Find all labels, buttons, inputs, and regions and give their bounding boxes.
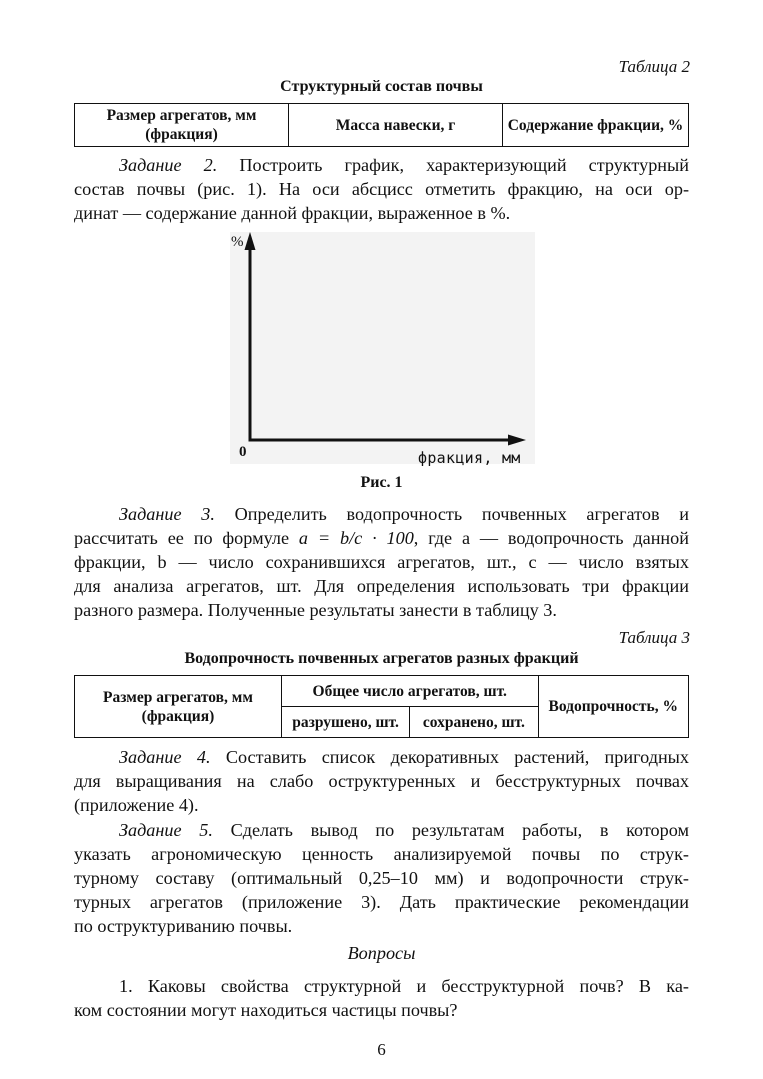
y-axis-arrow (245, 232, 256, 250)
task3-paragraph (74, 502, 689, 622)
table2-header-cell: Размер агрегатов, мм (фракция) (75, 104, 289, 147)
table3-title: Водопрочность почвенных агрегатов разных фракций (184, 650, 579, 667)
task5-paragraph (74, 818, 689, 938)
table2-header-row (75, 104, 689, 147)
task2-line2: состав почвы (рис. 1). На оси абсцисс отметить фракцию, на оси ор- (74, 179, 689, 199)
task3-formula: a = b/c · 100 (298, 528, 414, 548)
origin-label: 0 (239, 444, 247, 460)
table2-header-cell: Содержание фракции, % (503, 104, 689, 147)
task5-lead: Задание 5. (119, 820, 213, 840)
table2 (74, 103, 689, 147)
task4-lead: Задание 4. (119, 747, 211, 767)
task3-line3: фракции, b — число сохранившихся агрегатов, шт., c — число взятых (74, 552, 689, 572)
task4-paragraph (74, 745, 689, 817)
task3-line4: для анализа агрегатов, шт. Для определения использовать три фракции (74, 576, 689, 596)
questions-heading: Вопросы (347, 943, 416, 963)
x-axis-arrow (508, 435, 526, 446)
table3-label: Таблица 3 (618, 628, 690, 647)
figure-caption: Рис. 1 (360, 474, 403, 491)
table2-title: Структурный состав почвы (280, 78, 483, 95)
task2-paragraph (74, 153, 689, 225)
task5-line1: Сделать вывод по результатам работы, в котором (230, 820, 690, 840)
y-axis-label: % (231, 234, 244, 250)
table3-col-destroyed: разрушено, шт. (281, 707, 409, 738)
table3 (74, 675, 689, 738)
task3-line1: Определить водопрочность почвенных агрегатов и (234, 504, 689, 524)
task5-line4: турных агрегатов (приложение 3). Дать практические рекомендации (74, 892, 689, 912)
task2-line3: динат — содержание данной фракции, выраженное в %. (74, 203, 511, 223)
task3-line2-start: рассчитать ее по формуле (74, 528, 299, 548)
task5-line2: указать агрономическую ценность анализируемой почвы по струк- (74, 844, 689, 864)
task2-line1: Построить график, характеризующий структурный (239, 155, 689, 175)
task3-lead: Задание 3. (119, 504, 215, 524)
x-axis-label: фракция, мм (418, 449, 521, 467)
table3-header-row (75, 676, 689, 707)
table3-group-header: Общее число агрегатов, шт. (281, 676, 538, 707)
question-1-line1: 1. Каковы свойства структурной и бесструктурной почв? В ка- (119, 976, 689, 996)
table3-col-size: Размер агрегатов, мм (фракция) (75, 676, 282, 738)
question-1 (74, 974, 689, 1022)
table2-label: Таблица 2 (618, 57, 690, 76)
figure-axes (220, 228, 550, 473)
task4-line1: Составить список декоративных растений, пригодных (225, 747, 689, 767)
table3-col-strength: Водопрочность, % (538, 676, 689, 738)
task5-line5: по оструктуриванию почвы. (74, 916, 293, 936)
task3-line2-end: , где a — водопрочность данной (413, 528, 689, 548)
task5-line3: турному составу (оптимальный 0,25–10 мм) и водопрочности струк- (74, 868, 689, 888)
table3-col-preserved: сохранено, шт. (410, 707, 538, 738)
question-1-line2: ком состоянии могут находиться частицы почвы? (74, 1000, 458, 1020)
task4-line3: (приложение 4). (74, 795, 199, 815)
page-number: 6 (377, 1040, 386, 1059)
task2-lead: Задание 2. (119, 155, 218, 175)
task4-line2: для выращивания на слабо оструктуренных и бесструктурных почвах (74, 771, 689, 791)
table2-header-cell: Масса навески, г (289, 104, 503, 147)
task3-line2 (74, 526, 689, 550)
task3-line5: разного размера. Полученные результаты занести в таблицу 3. (74, 600, 557, 620)
